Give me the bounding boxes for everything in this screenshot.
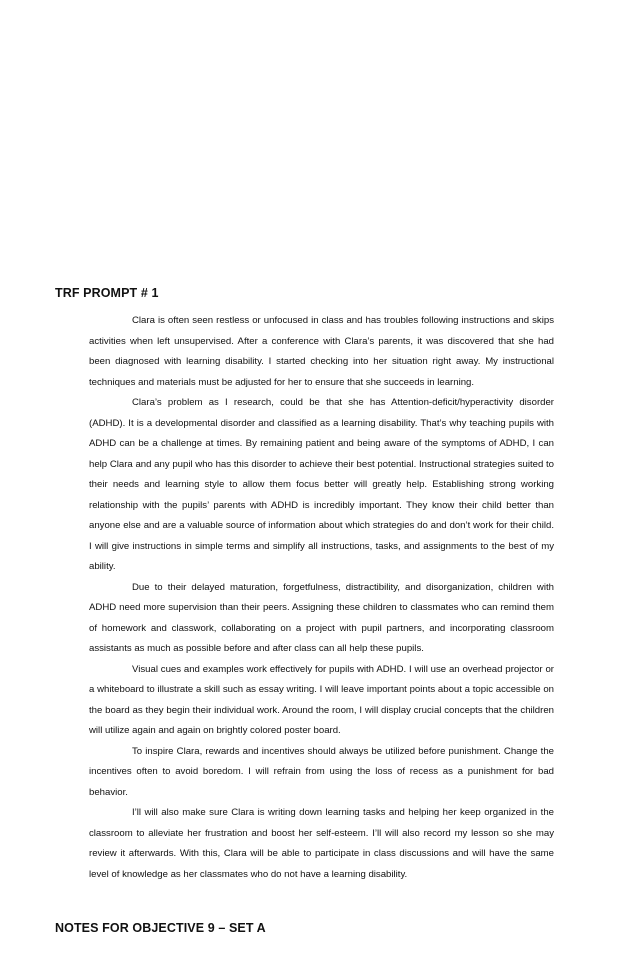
notes-heading: NOTES FOR OBJECTIVE 9 – SET A	[55, 921, 266, 935]
paragraph-2: Clara’s problem as I research, could be that she has Attention-deficit/hyperactivity disorder (ADHD). It is a developmental disorder and classified as a learning disability. That’s why teaching pupils with ADHD can be a challenge at times. By remaining patient and being aware of the symptoms of ADHD, I can help Clara and any pupil who has this disorder to achieve their best potential. Instructional strategies suited to their needs and learning style to allow them focus better will greatly help. Establishing strong working relationship with the pupils’ parents with ADHD is incredibly important. They know their child better than anyone else and are a valuable source of information about which strategies do and don’t work for their child. I will give instructions in simple terms and simplify all instructions, tasks, and assignments to the best of my ability.	[89, 397, 554, 572]
prompt-heading: TRF PROMPT # 1	[55, 286, 159, 300]
paragraph-6: I’ll will also make sure Clara is writing down learning tasks and helping her keep organized in the classroom to alleviate her frustration and boost her self-esteem. I’ll will also record my lesson so she may review it afterwards. With this, Clara will be able to participate in class discussions and will have the same level of knowledge as her classmates who do not have a learning disability.	[89, 807, 554, 880]
paragraph-4: Visual cues and examples work effectively for pupils with ADHD. I will use an overhead projector or a whiteboard to illustrate a skill such as essay writing. I will leave important points about a topic accessible on the board as they begin their individual work. Around the room, I will display crucial concepts that the children will utilize again and again on brightly colored poster board.	[89, 663, 554, 736]
paragraph-5: To inspire Clara, rewards and incentives should always be utilized before punishment. Change the incentives often to avoid boredom. I will refrain from using the loss of recess as a punishment for bad behavior.	[89, 745, 554, 798]
paragraph-3: Due to their delayed maturation, forgetfulness, distractibility, and disorganization, children with ADHD need more supervision than their peers. Assigning these children to classmates who can remind them of homework and classwork, collaborating on a project with pupil partners, and incorporating classroom assistants as much as possible before and after class can all help these pupils.	[89, 581, 554, 654]
prompt-body	[89, 311, 554, 885]
paragraph-1: Clara is often seen restless or unfocused in class and has troubles following instructions and skips activities when left unsupervised. After a conference with Clara’s parents, it was discovered that she had been diagnosed with learning disability. I started checking into her situation right away. My instructional techniques and materials must be adjusted for her to ensure that she succeeds in learning.	[89, 315, 554, 388]
